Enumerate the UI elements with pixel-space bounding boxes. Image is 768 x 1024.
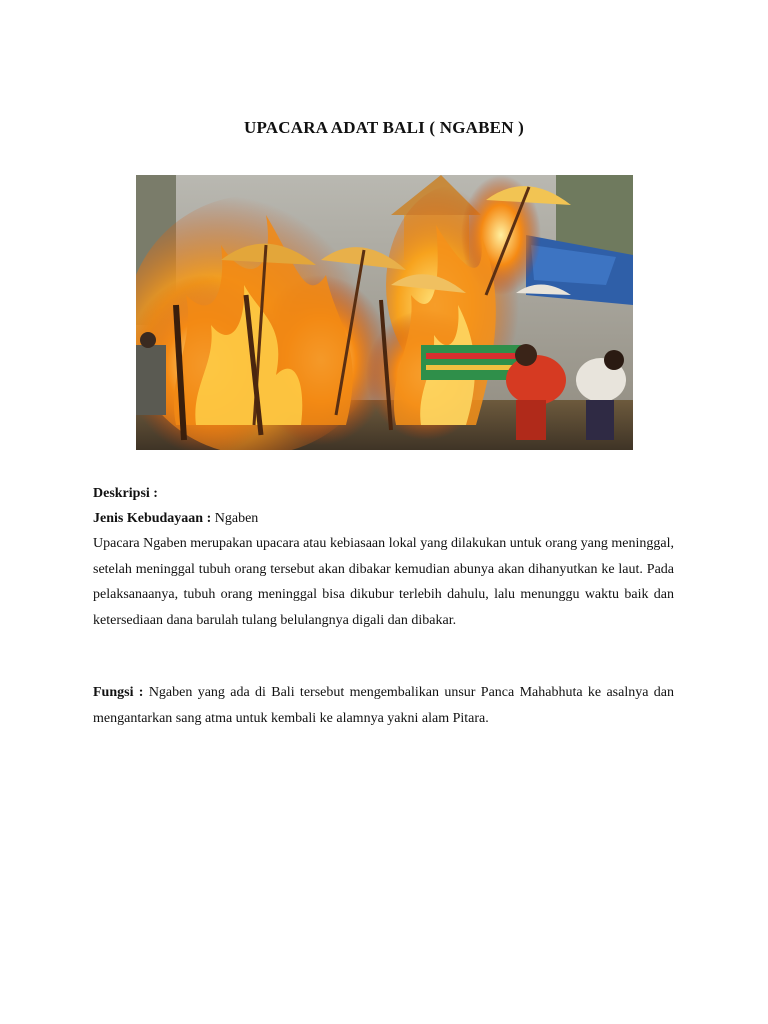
ngaben-ceremony-photo bbox=[136, 175, 633, 450]
function-text: Ngaben yang ada di Bali tersebut mengembalikan unsur Panca Mahabhuta ke asalnya dan mengantarkan sang atma untuk kembali ke alamnya yakni alam Pitara. bbox=[93, 685, 674, 726]
document-title: UPACARA ADAT BALI ( NGABEN ) bbox=[244, 118, 524, 137]
description-paragraph: Upacara Ngaben merupakan upacara atau kebiasaan lokal yang dilakukan untuk orang yang meninggal, setelah meninggal tubuh orang tersebut akan dibakar kemudian abunya akan dihanyutkan ke laut. Pada pelaksanaanya, tubuh orang meninggal bisa dikubur terlebih dahulu, lalu menunggu waktu baik dan ketersediaan dana barulah tulang belulangnya digali dan dibakar. bbox=[93, 536, 674, 628]
culture-type-line bbox=[93, 506, 674, 532]
description-heading: Deskripsi : bbox=[93, 486, 158, 501]
culture-type-label: Jenis Kebudayaan : bbox=[93, 511, 212, 526]
function-label: Fungsi : bbox=[93, 685, 144, 700]
function-paragraph bbox=[93, 680, 674, 731]
culture-type-value: Ngaben bbox=[214, 511, 259, 526]
